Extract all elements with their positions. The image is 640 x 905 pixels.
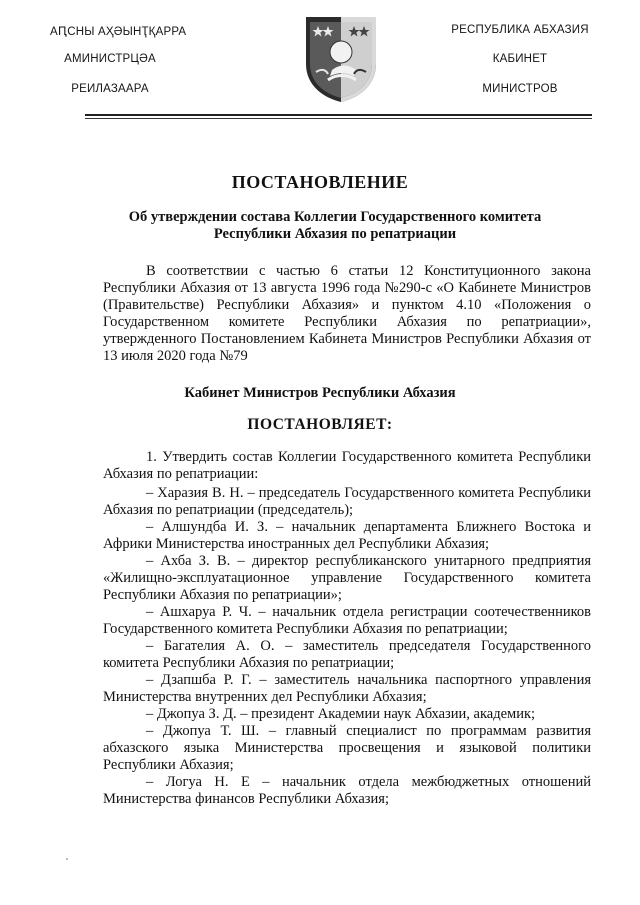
- resolution-item-1: 1. Утвердить состав Коллегии Государственного комитета Республики Абхазия по репатриации:: [103, 449, 591, 482]
- preamble-paragraph: В соответствии с частью 6 статьи 12 Конституционного закона Республики Абхазия от 13 августа 1996 года №290-с «О Кабинете Министров (Правительстве) Республики Абхазия» и пунктом 4.10 «Положения о Государственном комитете Республики Абхазия по репатриации», утвержденного Постановлением Кабинета Министров Республики Абхазия от 13 июля 2020 года №79: [103, 263, 591, 364]
- header-left-line-1: АԤСНЫ АҲӘЫНҬҚАРРА: [50, 26, 187, 38]
- coat-of-arms-icon: [302, 14, 380, 104]
- member-item: – Джопуа Т. Ш. – главный специалист по программам развития абхазского языка Министерства просвещения и языковой политики Республики Абхазия;: [103, 723, 591, 773]
- member-item: – Ашхаруа Р. Ч. – начальник отдела регистрации соотечественников Государственного комитета Республики Абхазия по репатриации;: [103, 604, 591, 637]
- header-right-line-1: РЕСПУБЛИКА АБХАЗИЯ: [451, 24, 589, 36]
- header-right-line-3: МИНИСТРОВ: [482, 83, 558, 95]
- header-left-line-3: РЕИЛАЗААРА: [71, 83, 149, 95]
- header-left-line-2: АМИНИСТРЦӘА: [64, 53, 156, 65]
- subtitle-line-1: Об утверждении состава Коллегии Государственного комитета: [128, 209, 542, 225]
- subtitle-line-2: Республики Абхазия по репатриации: [213, 226, 457, 242]
- header-divider-thick: [85, 114, 592, 116]
- member-item: – Алшундба И. З. – начальник департамента Ближнего Востока и Африки Министерства иностранных дел Республики Абхазия;: [103, 519, 591, 552]
- member-item: – Багателия А. О. – заместитель председателя Государственного комитета Республики Абхазия по репатриации;: [103, 638, 591, 671]
- document-subtitle: [110, 209, 560, 243]
- decree-heading: ПОСТАНОВЛЯЕТ:: [247, 416, 393, 433]
- scan-speck: [66, 858, 68, 860]
- member-item: – Ахба З. В. – директор республиканского унитарного предприятия «Жилищно-эксплуатационное управление Государственного комитета Республики Абхазия по репатриации»;: [103, 553, 591, 603]
- collegium-members-list: [103, 485, 591, 808]
- member-item: – Логуа Н. Е – начальник отдела межбюджетных отношений Министерства финансов Республики Абхазия;: [103, 774, 591, 807]
- member-item: – Дзапшба Р. Г. – заместитель начальника паспортного управления Министерства внутренних дел Республики Абхазия;: [103, 672, 591, 705]
- header-right-line-2: КАБИНЕТ: [492, 53, 548, 65]
- header-divider-thin: [85, 118, 592, 119]
- member-item: – Джопуа З. Д. – президент Академии наук Абхазии, академик;: [146, 706, 536, 722]
- issuing-authority: Кабинет Министров Республики Абхазия: [184, 385, 456, 401]
- member-item: – Харазия В. Н. – председатель Государственного комитета Республики Абхазия по репатриации (председатель);: [103, 485, 591, 518]
- document-title: ПОСТАНОВЛЕНИЕ: [231, 172, 409, 192]
